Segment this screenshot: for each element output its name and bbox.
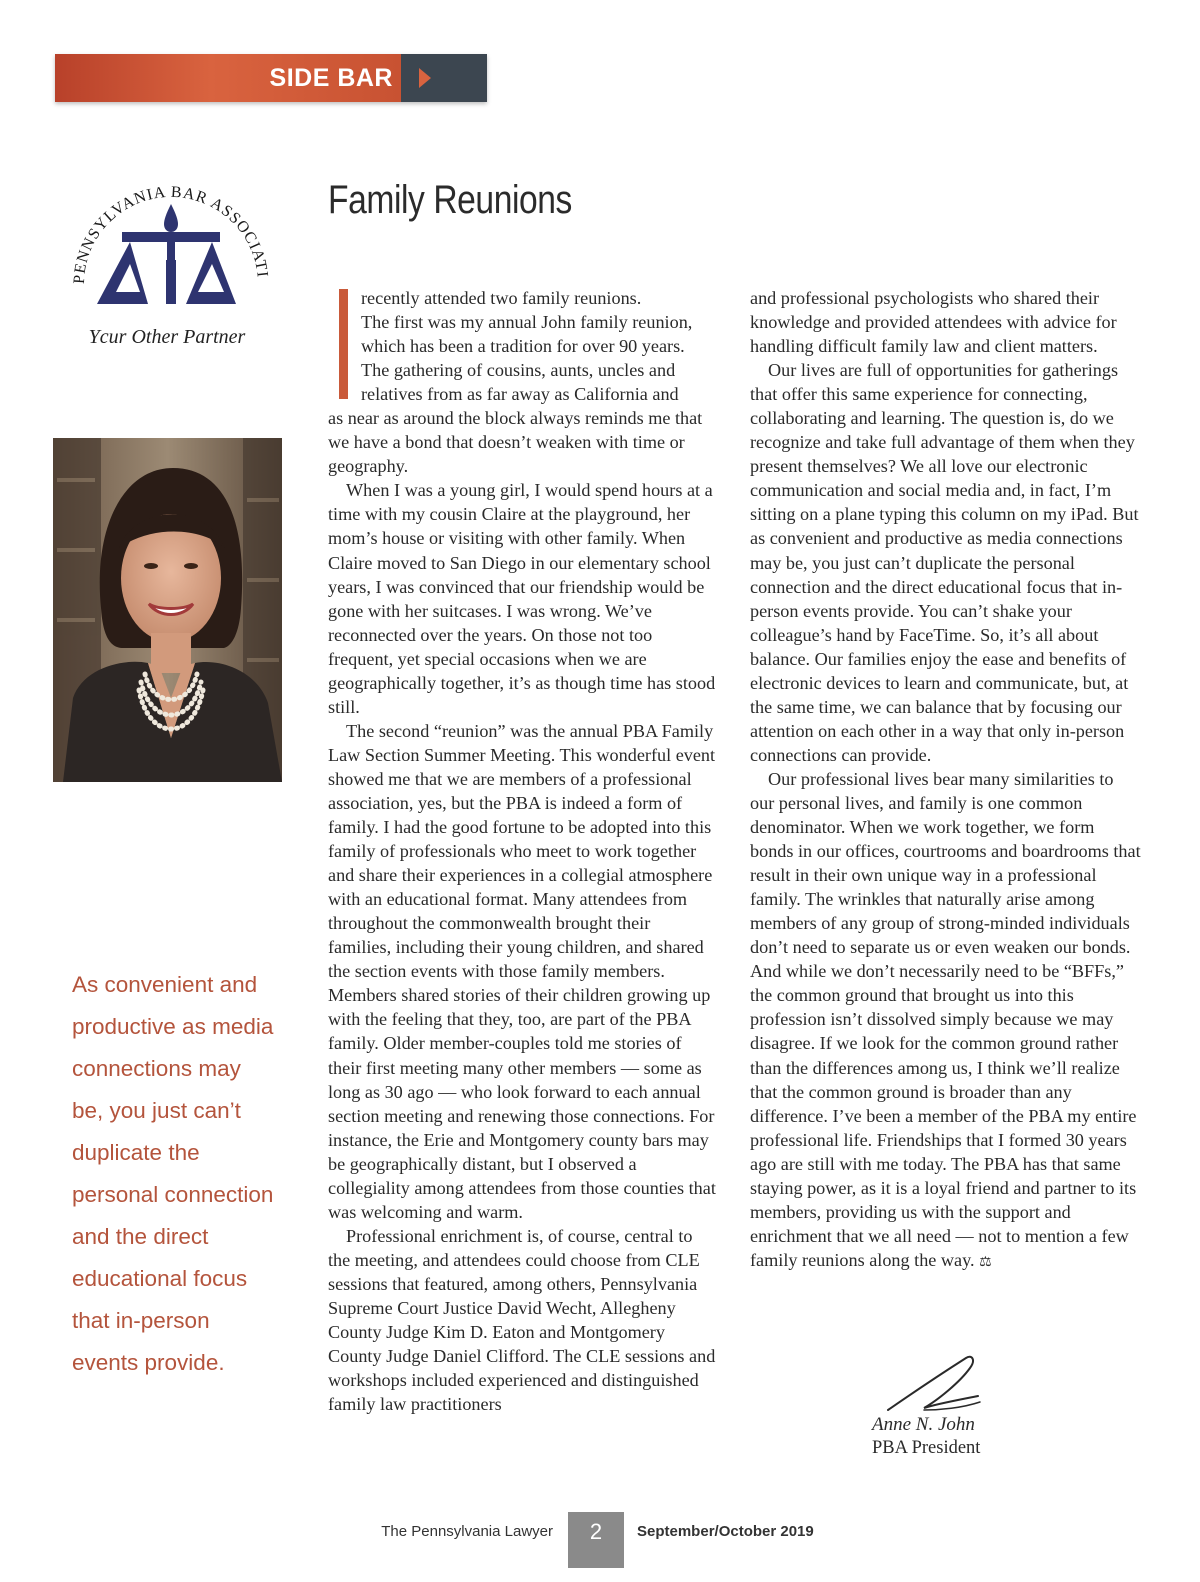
article-column-right <box>750 286 1142 1275</box>
pull-quote-line: personal connection <box>72 1182 274 1207</box>
publication-name: The Pennsylvania Lawyer <box>381 1523 553 1540</box>
signature-scribble <box>884 1352 984 1418</box>
pull-quote-line: duplicate the <box>72 1140 200 1165</box>
issue-date: September/October 2019 <box>637 1523 814 1540</box>
page-footer <box>0 1512 1200 1568</box>
pull-quote-line: connections may <box>72 1056 241 1081</box>
body-paragraph: Our lives are full of opportunities for gatherings that offer this same experience for connecting, collaborating and learning. The question is, do we recognize and take full advantage of them when they present themselves? We all love our electronic communication and social media and, in fact, I’m sitting on a plane typing this column on my iPad. But as convenient and productive as media connections may be, you just can’t duplicate the personal connection and the direct educational focus that in-person events provide. You can’t shake your colleague’s hand by FaceTime. So, it’s all about balance. Our families enjoy the ease and benefits of electronic devices to learn and communicate, but, at the same time, we can balance that by focusing our attention on each other in a way that only in-person connections can provide. <box>750 360 1139 765</box>
closing-paragraph <box>750 767 1142 1275</box>
intro-paragraph <box>328 286 716 478</box>
pull-quote-line: that in-person <box>72 1308 210 1333</box>
banner-label: SIDE BAR <box>269 63 393 92</box>
continued-paragraph: and professional psychologists who shared their knowledge and provided attendees with advice for handling difficult family law and client matters. <box>750 288 1117 357</box>
pull-quote <box>72 964 302 1384</box>
signature-name: Anne N. John <box>872 1414 975 1435</box>
body-paragraph: When I was a young girl, I would spend hours at a time with my cousin Claire at the playground, her mom’s house or visiting with other family. When Claire moved to San Diego in our elementary school years, I was convinced that our friendship would be gone with her suitcases. I was wrong. We’ve reconnected over the years. On those not too frequent, yet special occasions when we are geographically together, it’s as though time has stood still. <box>328 480 716 717</box>
banner-arrow-box <box>401 54 487 102</box>
pull-quote-line: educational focus <box>72 1266 248 1291</box>
pull-quote-line: events provide. <box>72 1350 225 1375</box>
intro-line: The gathering of cousins, aunts, uncles and <box>361 360 676 381</box>
intro-line: recently attended two family reunions. <box>361 288 642 308</box>
pba-logo <box>62 172 272 354</box>
pull-quote-line: be, you just can’t <box>72 1098 241 1123</box>
body-paragraph: The second “reunion” was the annual PBA Family Law Section Summer Meeting. This wonderful event showed me that we are members of a professional association, yes, but the PBA is indeed a form of family. I had the good fortune to be adopted into this family of professionals who meet to work together and share their experiences in a collegial atmosphere with an educational format. Many attendees from throughout the commonwealth brought their families, including their young children, and shared the section events with those family members. Members shared stories of their children growing up with the feeling that they, too, are part of the PBA family. Older member-couples told me stories of their first meeting many other members — some as long as 30 ago — who look forward to each annual section meeting and renewing those connections. For instance, the Erie and Montgomery county bars may be geographically distant, but I observed a collegiality among attendees from those counties that was welcoming and warm. <box>328 720 716 1222</box>
pull-quote-line: and the direct <box>72 1224 209 1249</box>
intro-line: which has been a tradition for over 90 years. <box>361 336 685 357</box>
triangle-right-icon <box>419 68 431 88</box>
page-number: 2 <box>568 1512 624 1568</box>
section-banner <box>55 54 487 102</box>
intro-rest: as near as around the block always reminds me that we have a bond that doesn’t weaken with time or geography. <box>328 408 703 477</box>
intro-line: relatives from as far away as California and <box>361 384 679 405</box>
portrait-photo <box>53 438 282 782</box>
intro-line: The first was my annual John family reunion, <box>361 312 693 333</box>
body-paragraph: Professional enrichment is, of course, central to the meeting, and attendees could choose from CLE sessions that featured, among others, Pennsylvania Supreme Court Justice David Wecht, Allegheny County Judge Kim D. Eaton and Montgomery County Judge Daniel Clifford. The CLE sessions and workshops included experienced and distinguished family law practitioners <box>328 1225 716 1415</box>
article-column-left <box>328 286 716 1416</box>
banner-main <box>55 54 401 102</box>
signature-title: PBA President <box>872 1438 981 1458</box>
scales-logo-icon <box>62 172 272 322</box>
logo-arc-text: PENNSYLVANIA BAR ASSOCIATI <box>70 183 271 285</box>
pull-quote-line: As convenient and <box>72 972 258 997</box>
article-title: Family Reunions <box>328 178 572 222</box>
scales-end-icon: ⚖ <box>979 1254 992 1270</box>
logo-tagline: Ycur Other Partner <box>88 326 246 348</box>
closing-paragraph-text: Our professional lives bear many similarities to our personal lives, and family is one common denominator. When we work together, we form bonds in our offices, courtrooms and boardrooms that result in their own unique way in a professional family. The wrinkles that naturally arise among members of any group of strong-minded individuals don’t need to separate us or even weaken our bonds. And while we don’t necessarily need to be “BFFs,” the common ground that brought us into this profession isn’t dissolved simply because we may disagree. If we look for the common ground rather than the differences among us, I think we’ll realize that the common ground is broader than any difference. I’ve been a member of the PBA my entire professional life. Friendships that I formed 30 years ago are still with me today. The PBA has that same staying power, as it is a loyal friend and partner to its members, providing us with the support and enrichment that we all need — not to mention a few family reunions along the way. <box>750 768 1141 1270</box>
pull-quote-line: productive as media <box>72 1014 274 1039</box>
